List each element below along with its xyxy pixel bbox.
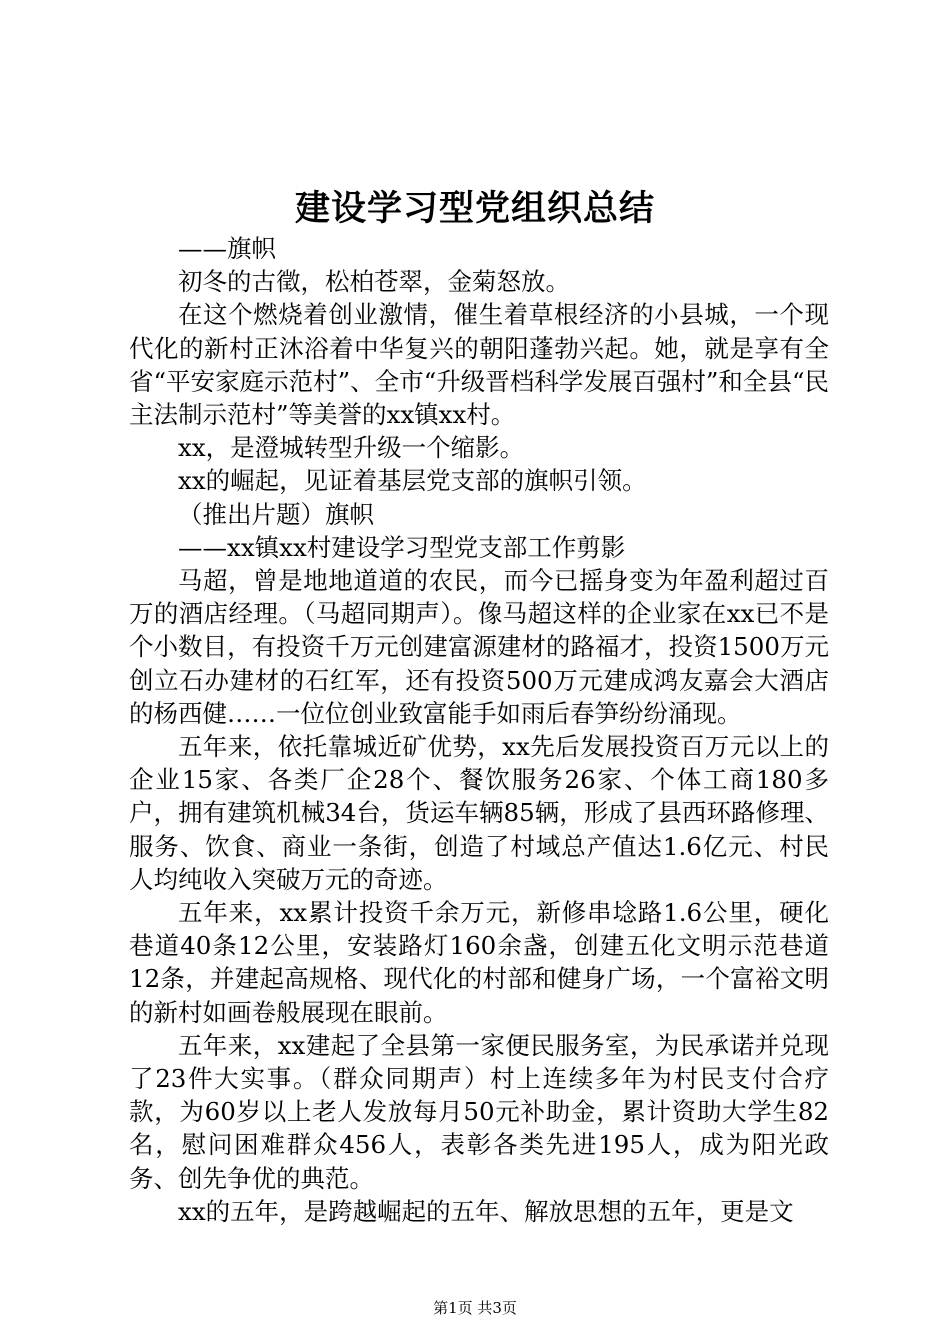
paragraph: 五年来，依托靠城近矿优势，xx先后发展投资百万元以上的企业15家、各类厂企28个、餐饮服务26家、个体工商180多户，拥有建筑机械34台，货运车辆85辆，形成了县西环路修理、服务、饮食、商业一条街，创造了村域总产值达1.6亿元、村民人均纯收入突破万元的奇迹。 [129, 732, 829, 894]
paragraph: 马超，曾是地地道道的农民，而今已摇身变为年盈利超过百万的酒店经理。（马超同期声）。像马超这样的企业家在xx已不是个小数目，有投资千万元创建富源建材的路福才，投资1500万元创立石办建材的石红军，还有投资500万元建成鸿友嘉会大酒店的杨西健……一位位创业致富能手如雨后春笋纷纷涌现。 [129, 566, 829, 728]
paragraph: 五年来，xx建起了全县第一家便民服务室，为民承诺并兑现了23件大实事。（群众同期声）村上连续多年为村民支付合疗款，为60岁以上老人发放每月50元补助金，累计资助大学生82名，慰问困难群众456人，表彰各类先进195人，成为阳光政务、创先争优的典范。 [129, 1030, 829, 1193]
paragraph: 在这个燃烧着创业激情，催生着草根经济的小县城，一个现代化的新村正沐浴着中华复兴的朝阳蓬勃兴起。她，就是享有全省“平安家庭示范村”、全市“升级晋档科学发展百强村”和全县“民主法制示范村”等美誉的xx镇xx村。 [129, 300, 829, 430]
paragraph: 五年来，xx累计投资千余万元，新修串埝路1.6公里，硬化巷道40条12公里，安装路灯160余盏，创建五化文明示范巷道12条，并建起高规格、现代化的村部和健身广场，一个富裕文明的新村如画卷般展现在眼前。 [129, 898, 829, 1027]
document-body [129, 232, 829, 1228]
paragraph: 初冬的古徵，松柏苍翠，金菊怒放。 [178, 267, 570, 297]
paragraph-section-title: （推出片题）旗帜 [178, 499, 374, 529]
document-title: 建设学习型党组织总结 [294, 188, 655, 229]
paragraph: xx的五年，是跨越崛起的五年、解放思想的五年，更是文 [178, 1196, 794, 1226]
paragraph-section-subtitle: ——xx镇xx村建设学习型党支部工作剪影 [178, 532, 626, 562]
page-number-footer: 第1页 共3页 [433, 1299, 517, 1317]
paragraph: xx的崛起，见证着基层党支部的旗帜引领。 [178, 466, 647, 496]
paragraph: xx，是澄城转型升级一个缩影。 [178, 433, 525, 463]
paragraph-subtitle: ——旗帜 [178, 234, 276, 263]
